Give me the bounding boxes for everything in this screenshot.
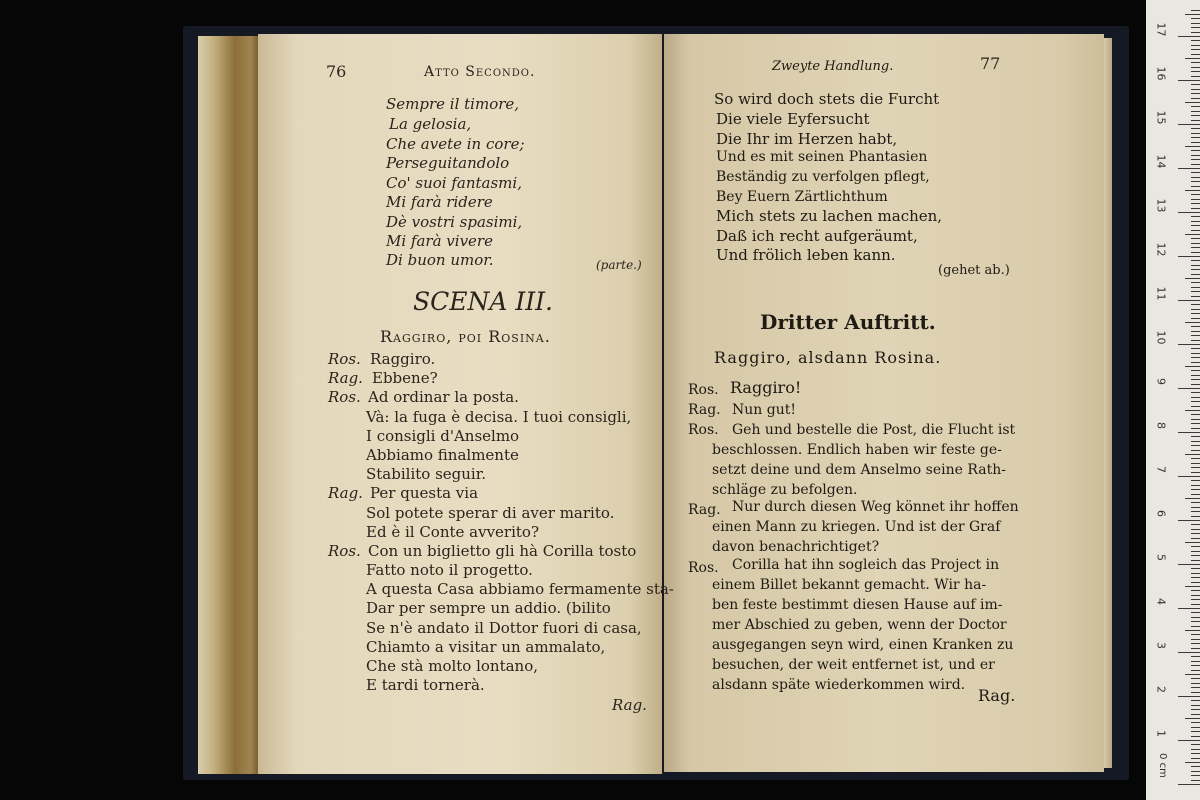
ruler-tick	[1185, 278, 1200, 279]
ruler-tick	[1191, 357, 1200, 358]
ruler-tick	[1191, 643, 1200, 644]
ruler-tick	[1191, 252, 1200, 253]
right-running-head: Zweyte Handlung.	[772, 59, 894, 74]
ruler-tick	[1191, 639, 1200, 640]
ruler-mark: 9	[1154, 378, 1168, 385]
dialogue-line: Nun gut!	[732, 402, 796, 418]
ruler-tick	[1191, 516, 1200, 517]
ruler-tick	[1191, 590, 1200, 591]
ruler-tick	[1191, 445, 1200, 446]
ruler-tick	[1191, 758, 1200, 759]
ruler-tick	[1191, 507, 1200, 508]
ruler-tick	[1191, 648, 1200, 649]
catchword: Rag.	[978, 686, 1016, 705]
ruler-tick	[1191, 133, 1200, 134]
ruler-tick	[1191, 172, 1200, 173]
ruler-tick	[1191, 560, 1200, 561]
ruler-mark: 14	[1154, 154, 1168, 169]
ruler-tick	[1191, 313, 1200, 314]
ruler-tick	[1191, 98, 1200, 99]
ruler-tick	[1191, 199, 1200, 200]
dialogue-line: schläge zu befolgen.	[712, 482, 858, 498]
dialogue-line: E tardi tornerà.	[366, 676, 485, 694]
ruler-tick	[1191, 243, 1200, 244]
ruler-tick	[1178, 168, 1200, 169]
ruler-tick	[1191, 67, 1200, 68]
ruler-tick	[1191, 379, 1200, 380]
ruler-tick	[1191, 436, 1200, 437]
aria-line: Die Ihr im Herzen habt,	[716, 130, 898, 148]
ruler-tick	[1185, 366, 1200, 367]
ruler-tick	[1191, 771, 1200, 772]
speaker: Ros.	[688, 560, 719, 576]
ruler-tick	[1191, 582, 1200, 583]
ruler-tick	[1191, 309, 1200, 310]
ruler-tick	[1191, 208, 1200, 209]
ruler-tick	[1191, 353, 1200, 354]
dialogue-line: I consigli d'Anselmo	[366, 427, 520, 445]
dialogue-line: ben feste bestimmt diesen Hause auf im-	[712, 597, 1003, 613]
ruler-tick	[1191, 577, 1200, 578]
dialogue-line: Ebbene?	[372, 369, 438, 387]
ruler-tick	[1191, 362, 1200, 363]
ruler-tick	[1191, 216, 1200, 217]
ruler-tick	[1191, 749, 1200, 750]
ruler-tick	[1191, 291, 1200, 292]
ruler-tick	[1191, 722, 1200, 723]
aria-line: Dè vostri spasimi,	[386, 213, 523, 231]
aria-line: Bey Euern Zärtlichthum	[716, 189, 888, 205]
ruler-tick	[1191, 780, 1200, 781]
speaker: Ros.	[328, 350, 361, 368]
ruler-tick	[1191, 370, 1200, 371]
ruler-tick	[1178, 344, 1200, 345]
ruler-tick	[1191, 265, 1200, 266]
ruler-tick	[1191, 159, 1200, 160]
ruler-mark: 3	[1154, 642, 1168, 649]
ruler-tick	[1191, 705, 1200, 706]
dialogue-line: Nur durch diesen Weg könnet ihr hoffen	[732, 499, 1019, 515]
ruler-tick	[1185, 674, 1200, 675]
aria-line: Und es mit seinen Phantasien	[716, 149, 928, 165]
ruler-mark: 8	[1154, 422, 1168, 429]
scene-title: SCENA III.	[413, 287, 553, 316]
ruler-tick	[1191, 177, 1200, 178]
speaker: Rag.	[688, 402, 721, 418]
dialogue-line: Per questa via	[370, 484, 479, 502]
ruler-tick	[1191, 634, 1200, 635]
ruler-tick	[1178, 256, 1200, 257]
ruler-tick	[1191, 260, 1200, 261]
ruler-tick	[1191, 164, 1200, 165]
book-page-edge	[198, 36, 260, 774]
ruler-tick	[1191, 736, 1200, 737]
ruler-tick	[1185, 14, 1200, 15]
ruler-tick	[1191, 137, 1200, 138]
ruler-tick	[1191, 670, 1200, 671]
ruler-tick	[1191, 731, 1200, 732]
ruler-tick	[1191, 727, 1200, 728]
ruler-tick	[1191, 656, 1200, 657]
ruler-mark: 7	[1154, 466, 1168, 473]
ruler-tick	[1191, 533, 1200, 534]
ruler-tick	[1178, 564, 1200, 565]
dialogue-line: Và: la fuga è decisa. I tuoi consigli,	[366, 408, 632, 426]
ruler-tick	[1185, 58, 1200, 59]
ruler-tick	[1191, 155, 1200, 156]
speaker: Ros.	[688, 382, 719, 398]
ruler-tick	[1191, 384, 1200, 385]
ruler-tick	[1191, 203, 1200, 204]
ruler-tick	[1191, 612, 1200, 613]
ruler-tick	[1191, 282, 1200, 283]
ruler-tick	[1191, 392, 1200, 393]
ruler-tick	[1191, 604, 1200, 605]
ruler-tick	[1185, 718, 1200, 719]
ruler-tick	[1191, 247, 1200, 248]
dialogue-line: Corilla hat ihn sogleich das Project in	[732, 557, 1000, 573]
ruler-tick	[1191, 419, 1200, 420]
ruler-tick	[1191, 331, 1200, 332]
ruler-tick	[1191, 89, 1200, 90]
ruler-mark: 17	[1154, 22, 1168, 37]
aria-line: Mi farà vivere	[386, 232, 493, 250]
scene-characters: Raggiro, poi Rosina.	[380, 327, 551, 346]
ruler-tick	[1191, 32, 1200, 33]
ruler-tick	[1191, 538, 1200, 539]
ruler-tick	[1191, 230, 1200, 231]
ruler-tick	[1191, 318, 1200, 319]
dialogue-line: Dar per sempre un addio. (bilito	[366, 599, 611, 617]
ruler-tick	[1191, 494, 1200, 495]
ruler-tick	[1191, 181, 1200, 182]
ruler-tick	[1178, 124, 1200, 125]
dialogue-line: alsdann späte wiederkommen wird.	[712, 677, 966, 693]
ruler-tick	[1185, 234, 1200, 235]
ruler-tick	[1191, 511, 1200, 512]
dialogue-line: ausgegangen seyn wird, einen Kranken zu	[712, 637, 1014, 653]
ruler-tick	[1191, 296, 1200, 297]
ruler-tick	[1191, 225, 1200, 226]
ruler-tick	[1191, 472, 1200, 473]
ruler-tick	[1191, 700, 1200, 701]
dialogue-line: Abbiamo finalmente	[366, 446, 519, 464]
ruler-tick	[1191, 106, 1200, 107]
ruler-mark: 1	[1154, 730, 1168, 737]
ruler-tick	[1191, 766, 1200, 767]
aria-line: Daß ich recht aufgeräumt,	[716, 227, 918, 245]
ruler-tick	[1178, 520, 1200, 521]
ruler-tick	[1178, 388, 1200, 389]
ruler-tick	[1191, 406, 1200, 407]
ruler-tick	[1191, 744, 1200, 745]
ruler-tick	[1191, 274, 1200, 275]
ruler-tick	[1191, 401, 1200, 402]
ruler-tick	[1191, 71, 1200, 72]
ruler-tick	[1191, 626, 1200, 627]
dialogue-line: Con un biglietto gli hà Corilla tosto	[368, 542, 637, 560]
measurement-ruler	[1146, 0, 1200, 800]
speaker: Ros.	[328, 542, 361, 560]
ruler-tick	[1191, 326, 1200, 327]
dialogue-line: einem Billet bekannt gemacht. Wir ha-	[712, 577, 987, 593]
ruler-mark: 13	[1154, 198, 1168, 213]
ruler-tick	[1191, 714, 1200, 715]
ruler-tick	[1191, 555, 1200, 556]
ruler-tick	[1191, 335, 1200, 336]
ruler-tick	[1178, 652, 1200, 653]
ruler-tick	[1178, 740, 1200, 741]
ruler-tick	[1191, 238, 1200, 239]
ruler-tick	[1178, 80, 1200, 81]
ruler-tick	[1178, 300, 1200, 301]
ruler-tick	[1191, 111, 1200, 112]
dialogue-line: setzt deine und dem Anselmo seine Rath-	[712, 462, 1006, 478]
dialogue-line: Stabilito seguir.	[366, 465, 486, 483]
ruler-tick	[1185, 190, 1200, 191]
ruler-tick	[1191, 115, 1200, 116]
ruler-tick	[1191, 551, 1200, 552]
dialogue-line: Sol potete sperar di aver marito.	[366, 504, 615, 522]
ruler-tick	[1191, 502, 1200, 503]
ruler-tick	[1191, 120, 1200, 121]
aria-line: Co' suoi fantasmi,	[386, 174, 522, 192]
ruler-mark: 2	[1154, 686, 1168, 693]
exit-note: (parte.)	[596, 258, 642, 272]
ruler-tick	[1191, 62, 1200, 63]
ruler-tick	[1191, 546, 1200, 547]
ruler-tick	[1191, 428, 1200, 429]
ruler-mark: 4	[1154, 598, 1168, 605]
dialogue-line: Chiamto a visitar un ammalato,	[366, 638, 606, 656]
ruler-tick	[1191, 621, 1200, 622]
ruler-tick	[1191, 269, 1200, 270]
ruler-tick	[1191, 221, 1200, 222]
ruler-tick	[1185, 410, 1200, 411]
ruler-tick	[1191, 683, 1200, 684]
ruler-tick	[1191, 397, 1200, 398]
aria-line: Mich stets zu lachen machen,	[716, 207, 943, 225]
speaker: Rag.	[328, 369, 363, 387]
ruler-tick	[1185, 542, 1200, 543]
ruler-tick	[1191, 340, 1200, 341]
ruler-tick	[1191, 150, 1200, 151]
ruler-tick	[1185, 630, 1200, 631]
ruler-tick	[1191, 348, 1200, 349]
ruler-unit-label: 0 cm	[1156, 753, 1168, 778]
ruler-tick	[1191, 23, 1200, 24]
speaker: Ros.	[688, 422, 719, 438]
ruler-mark: 16	[1154, 66, 1168, 81]
speaker: Ros.	[328, 388, 361, 406]
ruler-tick	[1191, 687, 1200, 688]
ruler-tick	[1178, 432, 1200, 433]
ruler-tick	[1191, 76, 1200, 77]
ruler-tick	[1191, 142, 1200, 143]
dialogue-line: Raggiro.	[370, 350, 436, 368]
ruler-tick	[1191, 84, 1200, 85]
ruler-tick	[1191, 458, 1200, 459]
ruler-tick	[1191, 128, 1200, 129]
ruler-tick	[1191, 414, 1200, 415]
ruler-tick	[1191, 775, 1200, 776]
ruler-tick	[1178, 212, 1200, 213]
left-running-head: Atto Secondo.	[424, 64, 536, 80]
ruler-tick	[1191, 450, 1200, 451]
ruler-tick	[1191, 661, 1200, 662]
aria-line: Die viele Eyfersucht	[716, 110, 870, 128]
dialogue-line: Geh und bestelle die Post, die Flucht ist	[732, 422, 1016, 438]
ruler-tick	[1191, 304, 1200, 305]
ruler-tick	[1191, 678, 1200, 679]
ruler-tick	[1191, 480, 1200, 481]
aria-line: Sempre il timore,	[386, 95, 520, 113]
scene-characters: Raggiro, alsdann Rosina.	[714, 348, 942, 367]
ruler-mark: 6	[1154, 510, 1168, 517]
left-page-number: 76	[326, 62, 347, 81]
ruler-tick	[1191, 665, 1200, 666]
ruler-tick	[1191, 194, 1200, 195]
dialogue-line: Che stà molto lontano,	[366, 657, 539, 675]
aria-line: Di buon umor.	[386, 251, 494, 269]
ruler-tick	[1191, 489, 1200, 490]
ruler-mark: 15	[1154, 110, 1168, 125]
ruler-tick	[1191, 423, 1200, 424]
dialogue-line: einen Mann zu kriegen. Und ist der Graf	[712, 519, 1001, 535]
ruler-tick	[1178, 608, 1200, 609]
scene-title: Dritter Auftritt.	[760, 310, 936, 334]
ruler-tick	[1191, 529, 1200, 530]
speaker: Rag.	[328, 484, 363, 502]
ruler-mark: 11	[1154, 286, 1168, 301]
exit-note: (gehet ab.)	[938, 263, 1010, 278]
aria-line: Perseguitandolo	[386, 154, 510, 172]
ruler-tick	[1191, 568, 1200, 569]
aria-line: Und frölich leben kann.	[716, 246, 896, 264]
ruler-tick	[1191, 10, 1200, 11]
aria-line: Mi farà ridere	[386, 193, 493, 211]
ruler-tick	[1191, 40, 1200, 41]
ruler-tick	[1191, 54, 1200, 55]
ruler-tick	[1191, 287, 1200, 288]
ruler-tick	[1191, 45, 1200, 46]
ruler-tick	[1191, 467, 1200, 468]
dialogue-line: besuchen, der weit entfernet ist, und er	[712, 657, 995, 673]
dialogue-line: Ad ordinar la posta.	[368, 388, 519, 406]
ruler-tick	[1191, 463, 1200, 464]
speaker: Rag.	[688, 502, 721, 518]
ruler-tick	[1191, 617, 1200, 618]
ruler-tick	[1185, 146, 1200, 147]
ruler-tick	[1191, 595, 1200, 596]
ruler-tick	[1178, 696, 1200, 697]
ruler-tick	[1185, 586, 1200, 587]
ruler-tick	[1185, 102, 1200, 103]
ruler-tick	[1178, 36, 1200, 37]
dialogue-line: davon benachrichtiget?	[712, 539, 880, 555]
ruler-tick	[1191, 27, 1200, 28]
ruler-tick	[1178, 784, 1200, 785]
ruler-tick	[1191, 599, 1200, 600]
aria-line: Beständig zu verfolgen pflegt,	[716, 169, 930, 185]
ruler-mark: 5	[1154, 554, 1168, 561]
ruler-tick	[1191, 524, 1200, 525]
ruler-tick	[1185, 322, 1200, 323]
ruler-tick	[1191, 186, 1200, 187]
aria-line: La gelosia,	[389, 115, 472, 133]
ruler-tick	[1191, 375, 1200, 376]
ruler-tick	[1178, 476, 1200, 477]
ruler-tick	[1191, 573, 1200, 574]
aria-line: So wird doch stets die Furcht	[714, 90, 940, 108]
dialogue-line: mer Abschied zu geben, wenn der Doctor	[712, 617, 1007, 633]
catchword: Rag.	[612, 696, 647, 714]
ruler-tick	[1191, 18, 1200, 19]
ruler-tick	[1185, 454, 1200, 455]
ruler-tick	[1185, 762, 1200, 763]
ruler-tick	[1191, 49, 1200, 50]
dialogue-line: Fatto noto il progetto.	[366, 561, 533, 579]
dialogue-line: A questa Casa abbiamo fermamente sta-	[366, 580, 674, 598]
dialogue-line: Ed è il Conte avverito?	[366, 523, 540, 541]
ruler-tick	[1191, 709, 1200, 710]
ruler-tick	[1191, 485, 1200, 486]
ruler-tick	[1191, 441, 1200, 442]
dialogue-line: Raggiro!	[730, 378, 802, 397]
ruler-tick	[1191, 93, 1200, 94]
right-page-number: 77	[980, 54, 1001, 73]
aria-line: Che avete in core;	[386, 135, 525, 153]
dialogue-line: beschlossen. Endlich haben wir feste ge-	[712, 442, 1002, 458]
ruler-mark: 10	[1154, 330, 1168, 345]
ruler-mark: 12	[1154, 242, 1168, 257]
ruler-tick	[1185, 498, 1200, 499]
ruler-tick	[1191, 692, 1200, 693]
dialogue-line: Se n'è andato il Dottor fuori di casa,	[366, 619, 642, 637]
ruler-tick	[1191, 753, 1200, 754]
